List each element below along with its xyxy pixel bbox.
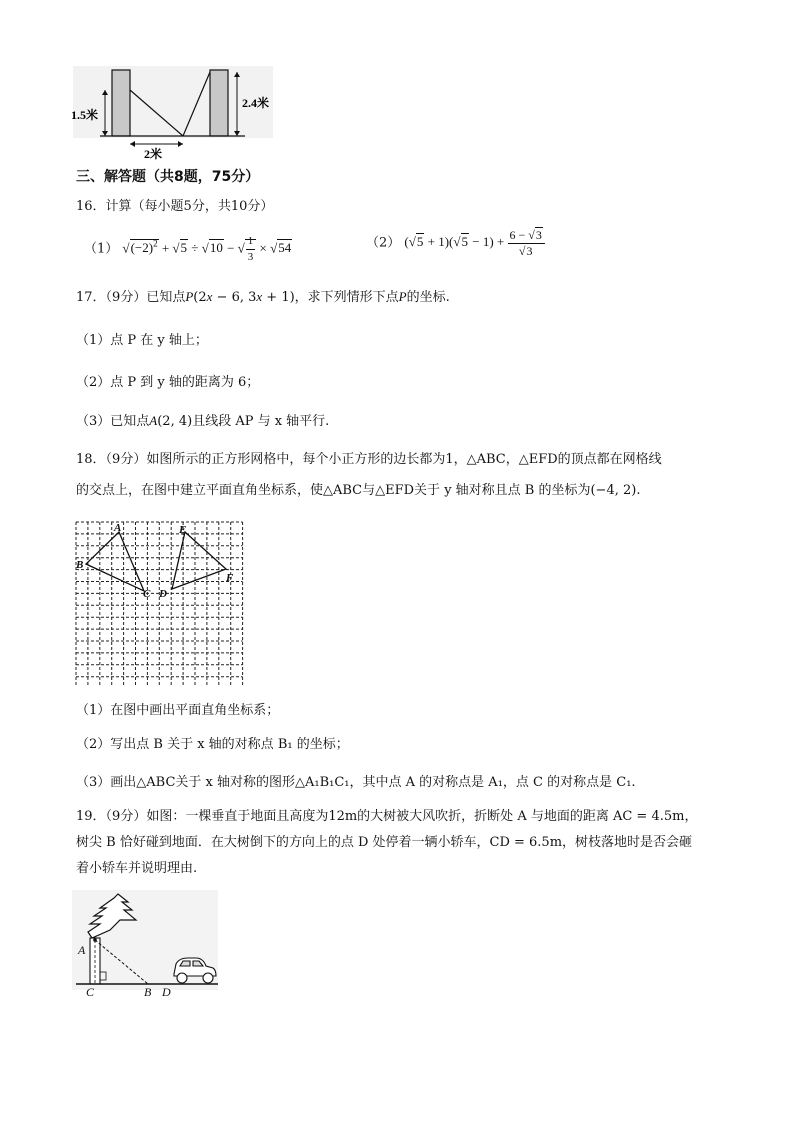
- grid-label-d: D: [159, 588, 167, 600]
- q18-part1: （1）在图中画出平面直角坐标系；: [76, 703, 280, 718]
- q16-part1-label: （1）: [84, 241, 119, 257]
- q18-line2: 的交点上，在图中建立平面直角坐标系，使△ABC与△EFD关于 y 轴对称且点 B 的坐标为(−4, 2).: [76, 483, 641, 498]
- q19-line3: 着小轿车并说明理由.: [76, 861, 198, 876]
- q17-head-prefix: 17．（9分）已知点: [76, 290, 186, 305]
- q16-part2-label: （2）: [366, 235, 401, 251]
- q18-line1: 18．（9分）如图所示的正方形网格中，每个小正方形的边长都为1，△ABC，△EFD的顶点都在网格线: [76, 452, 662, 467]
- q19-line2: 树尖 B 恰好碰到地面．在大树倒下的方向上的点 D 处停着一辆小轿车，CD = 6.5m，树枝落地时是否会砸: [76, 835, 693, 850]
- q17-part2: （2）点 P 到 y 轴的距离为 6；: [76, 375, 260, 390]
- fig-label-d: D: [162, 985, 171, 999]
- right-pole: [210, 70, 228, 136]
- fig-label-b: B: [144, 985, 152, 999]
- q18-part2: （2）写出点 B 关于 x 轴的对称点 B₁ 的坐标；: [76, 737, 349, 752]
- q16-heading: 16．计算（每小题5分，共10分）: [76, 199, 274, 214]
- grid-label-c: C: [143, 588, 151, 600]
- two-poles-figure: [70, 64, 280, 164]
- q17-part3: （3）已知点A(2, 4)且线段 AP 与 x 轴平行.: [76, 413, 330, 429]
- label-2m: 2米: [144, 147, 163, 161]
- grid-label-b: B: [76, 559, 84, 571]
- q17-head-suffix: ，求下列情形下点: [294, 290, 399, 305]
- tree-car-figure: [70, 888, 230, 1000]
- q17-part3-suffix: 且线段 AP 与 x 轴平行.: [192, 414, 330, 429]
- grid-figure: [74, 520, 244, 686]
- grid-label-e: E: [179, 524, 187, 536]
- q18-part3: （3）画出△ABC关于 x 轴对称的图形△A₁B₁C₁，其中点 A 的对称点是 A₁，点 C 的对称点是 C₁.: [76, 775, 636, 790]
- q19-line1: 19．（9分）如图：一棵垂直于地面且高度为12m的大树被大风吹折，折断处 A 与地面的距离 AC = 4.5m，: [76, 809, 698, 824]
- section-heading: 三、解答题（共8题，75分）: [76, 169, 260, 185]
- q17-point-p: P: [185, 289, 194, 304]
- triangle-efd: [172, 532, 226, 589]
- grid-label-f: F: [226, 572, 234, 584]
- label-1-5m: 1.5米: [71, 108, 99, 122]
- q16-part1-expr: $√(-2)^2 + √5 \div √10$ − √ $\frac{1}{3}$ × √54: [122, 234, 292, 263]
- q16-part2: [366, 228, 545, 259]
- q16-part1: [84, 232, 292, 265]
- q17-head-end: 的坐标.: [406, 290, 450, 305]
- fig-label-a: A: [78, 943, 86, 957]
- fig-label-c: C: [86, 985, 95, 999]
- q16-part2-expr: (√5 + 1)(√5 − 1) + $\frac{6 - √3}{√3}$: [404, 234, 544, 249]
- q17-part3-prefix: （3）已知点: [76, 414, 150, 429]
- q17-heading: 17．（9分）已知点P(2x − 6, 3x + 1)，求下列情形下点P的坐标.: [76, 289, 450, 305]
- left-pole: [112, 70, 130, 136]
- label-2-4m: 2.4米: [242, 96, 270, 110]
- q17-part1: （1）点 P 在 y 轴上；: [76, 333, 208, 348]
- grid-label-a: A: [114, 522, 122, 534]
